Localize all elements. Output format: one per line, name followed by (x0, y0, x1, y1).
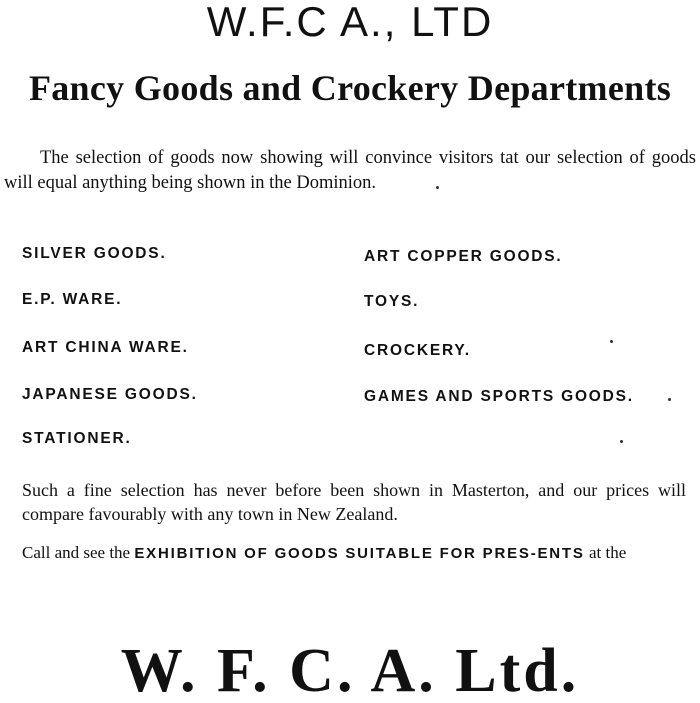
print-speck (668, 398, 671, 401)
masthead-title: W.F.C A., LTD (206, 0, 494, 45)
goods-item: STATIONER. (22, 430, 132, 447)
goods-item: ART CHINA WARE. (22, 339, 189, 356)
exhibition-tail: at the (584, 543, 627, 562)
exhibition-paragraph (22, 540, 686, 567)
goods-item: CROCKERY. (364, 342, 471, 359)
selection-paragraph: Such a fine selection has never before been shown in Masterton, and our prices will compare favourably with any town in New Zealand. (22, 480, 686, 524)
goods-item: E.P. WARE. (22, 291, 123, 308)
exhibition-lead: Call and see the (22, 543, 135, 562)
company-signature: W. F. C. A. Ltd. (120, 637, 580, 703)
print-speck (610, 340, 613, 343)
department-heading: Fancy Goods and Crockery Departments (28, 68, 672, 108)
goods-item: ART COPPER GOODS. (364, 248, 563, 265)
goods-item: JAPANESE GOODS. (22, 386, 198, 403)
goods-item: GAMES AND SPORTS GOODS. (364, 388, 634, 405)
print-speck (620, 440, 623, 443)
goods-list (22, 238, 692, 458)
print-speck (436, 186, 439, 189)
goods-item: SILVER GOODS. (22, 245, 167, 262)
goods-item: TOYS. (364, 293, 420, 310)
intro-paragraph: The selection of goods now showing will convince visitors tat our selection of goods will equal anything being shown in the Dominion. (4, 148, 696, 193)
exhibition-highlight: EXHIBITION OF GOODS SUITABLE FOR PRES-ENTS (134, 545, 585, 562)
